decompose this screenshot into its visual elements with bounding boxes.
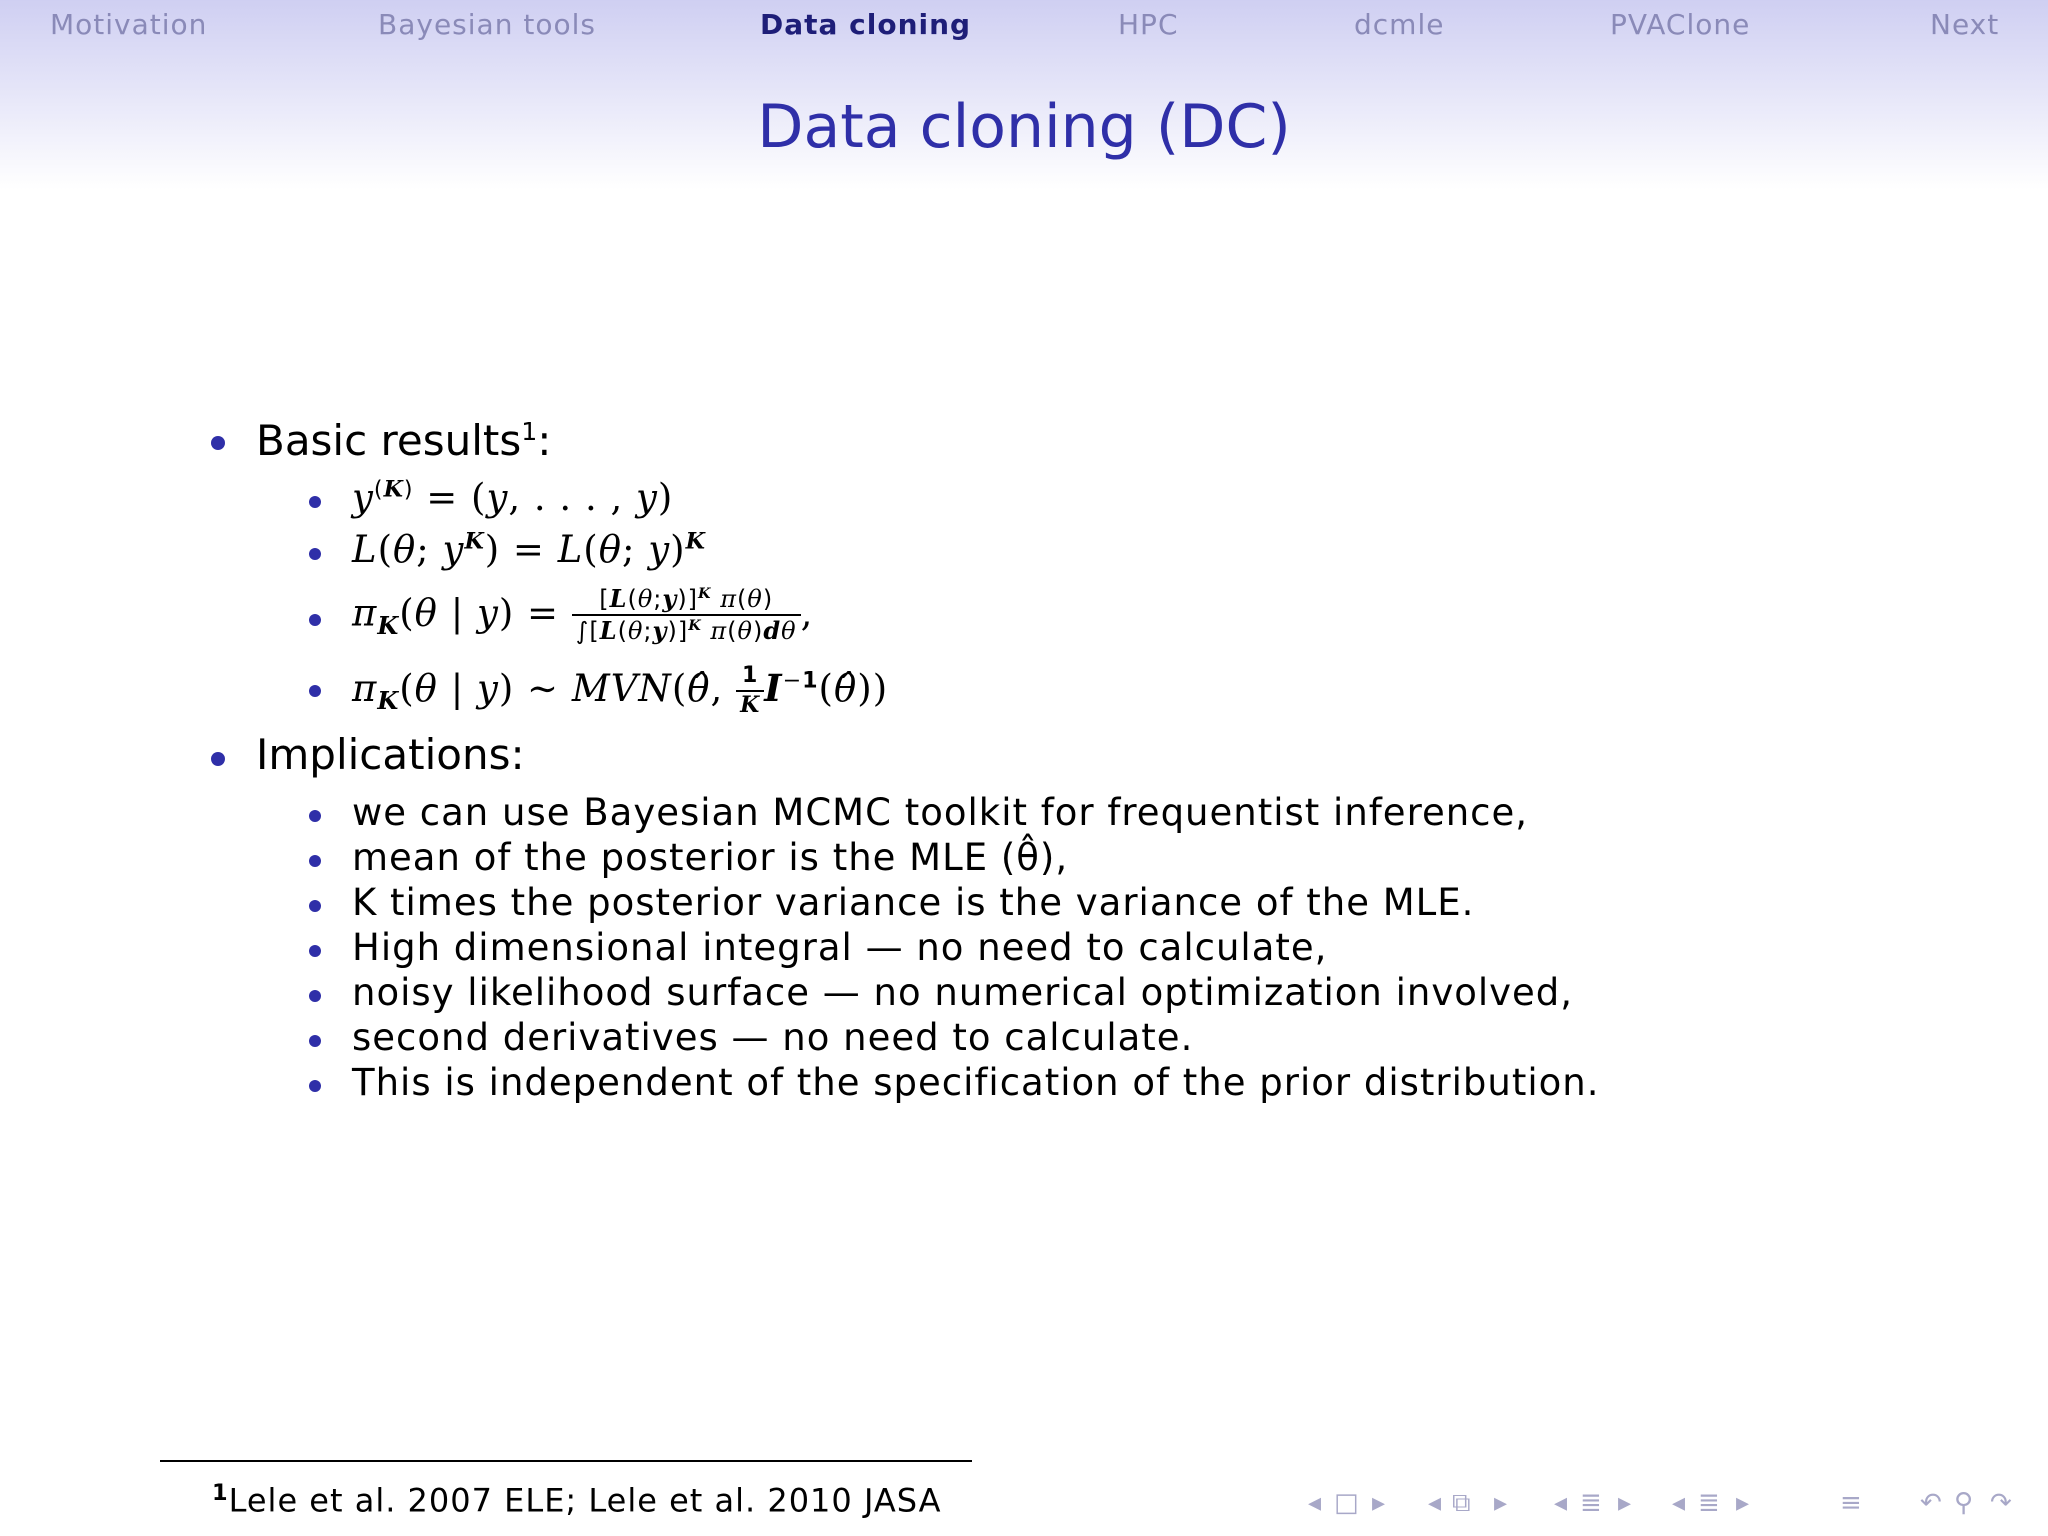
bullet-icon [309, 614, 321, 626]
arrow-left-icon[interactable]: ◂ [1672, 1488, 1686, 1518]
nav-item-hpc[interactable]: HPC [1118, 8, 1179, 41]
arrow-right-icon[interactable]: ▸ [1494, 1488, 1508, 1518]
bullet-icon [309, 1035, 321, 1047]
arrow-left-icon[interactable]: ◂ [1428, 1488, 1442, 1518]
footnote-text: Lele et al. 2007 ELE; Lele et al. 2010 JASA [228, 1481, 942, 1520]
nav-item-dcmle[interactable]: dcmle [1354, 8, 1445, 41]
arrow-right-icon[interactable]: ▸ [1736, 1488, 1750, 1518]
bullet-icon [309, 685, 321, 697]
basic-results-heading [256, 416, 551, 465]
basic-results-label: Basic results [256, 416, 522, 465]
bullet-icon [309, 900, 321, 912]
implication-item: we can use Bayesian MCMC toolkit for frequentist inference, [352, 791, 1529, 834]
arrow-right-icon[interactable]: ▸ [1618, 1488, 1632, 1518]
formula-posterior: $\pi_K(\theta$ | y) = $\frac{[L(\theta;y)]^K \pi(\theta)}{\int[L(\theta;y)]^K \pi(\theta)d\theta}$ , [352, 584, 814, 645]
nav-item-bayesian-tools[interactable]: Bayesian tools [378, 8, 596, 41]
footnote-number: 1 [212, 1480, 229, 1506]
bullet-icon [309, 945, 321, 957]
posterior-fraction: $\frac{[L(\theta;y)]^K \pi(\theta)}{\int[L(\theta;y)]^K \pi(\theta)d\theta}$ [572, 584, 801, 646]
nav-item-next[interactable]: Next [1930, 8, 2000, 41]
frame-title: Data cloning (DC) [757, 92, 1291, 162]
heading-colon: : [537, 416, 552, 465]
implication-item: mean of the posterior is the MLE (θ̂), [352, 836, 1069, 879]
section-icon[interactable]: ≣ [1580, 1488, 1602, 1518]
document-icon[interactable]: ≣ [1698, 1488, 1720, 1518]
undo-icon[interactable]: ↶ [1920, 1488, 1942, 1518]
footnote-mark: 1 [521, 417, 538, 446]
implication-item: K times the posterior variance is the variance of the MLE. [352, 881, 1475, 924]
bullet-icon [309, 855, 321, 867]
subsection-icon[interactable]: ⧉ [1452, 1488, 1471, 1518]
arrow-right-icon[interactable]: ▸ [1372, 1488, 1386, 1518]
implication-item: High dimensional integral — no need to calculate, [352, 926, 1328, 969]
bullet-icon [309, 496, 321, 508]
bullet-icon [309, 810, 321, 822]
nav-item-motivation[interactable]: Motivation [50, 8, 208, 41]
bullet-icon [211, 436, 225, 450]
frame-icon[interactable]: □ [1334, 1488, 1359, 1518]
menu-icon[interactable]: ≡ [1840, 1488, 1862, 1518]
nav-item-pvaclone[interactable]: PVAClone [1610, 8, 1751, 41]
footnote-rule [160, 1460, 972, 1462]
formula-cloned-data: $y^{(K)} = (y$, . . . , y) [352, 476, 674, 519]
search-icon[interactable]: ⚲ [1954, 1488, 1974, 1518]
implication-item: second derivatives — no need to calculate. [352, 1016, 1194, 1059]
arrow-left-icon[interactable]: ◂ [1554, 1488, 1568, 1518]
implications-heading: Implications: [256, 730, 525, 779]
formula-asymptotic-normal: $\pi_K(\theta$ | y) ∼ MVN(θ̂, $\frac{1}{K}$ $I^{-1}(\thetâ)$) [352, 663, 889, 718]
beamer-navigation-symbols [1300, 1488, 2040, 1522]
redo-icon[interactable]: ↷ [1990, 1488, 2012, 1518]
formula-cloned-likelihood: L(θ; $y^K) = L(\theta$; y)$^K$ [352, 528, 706, 571]
bullet-icon [211, 752, 225, 766]
nav-item-data-cloning[interactable]: Data cloning [760, 8, 972, 41]
footnote [212, 1480, 942, 1520]
implication-item: This is independent of the specification of the prior distribution. [352, 1061, 1600, 1104]
bullet-icon [309, 990, 321, 1002]
bullet-icon [309, 1080, 321, 1092]
implication-item: noisy likelihood surface — no numerical optimization involved, [352, 971, 1574, 1014]
bullet-icon [309, 548, 321, 560]
arrow-left-icon[interactable]: ◂ [1308, 1488, 1322, 1518]
